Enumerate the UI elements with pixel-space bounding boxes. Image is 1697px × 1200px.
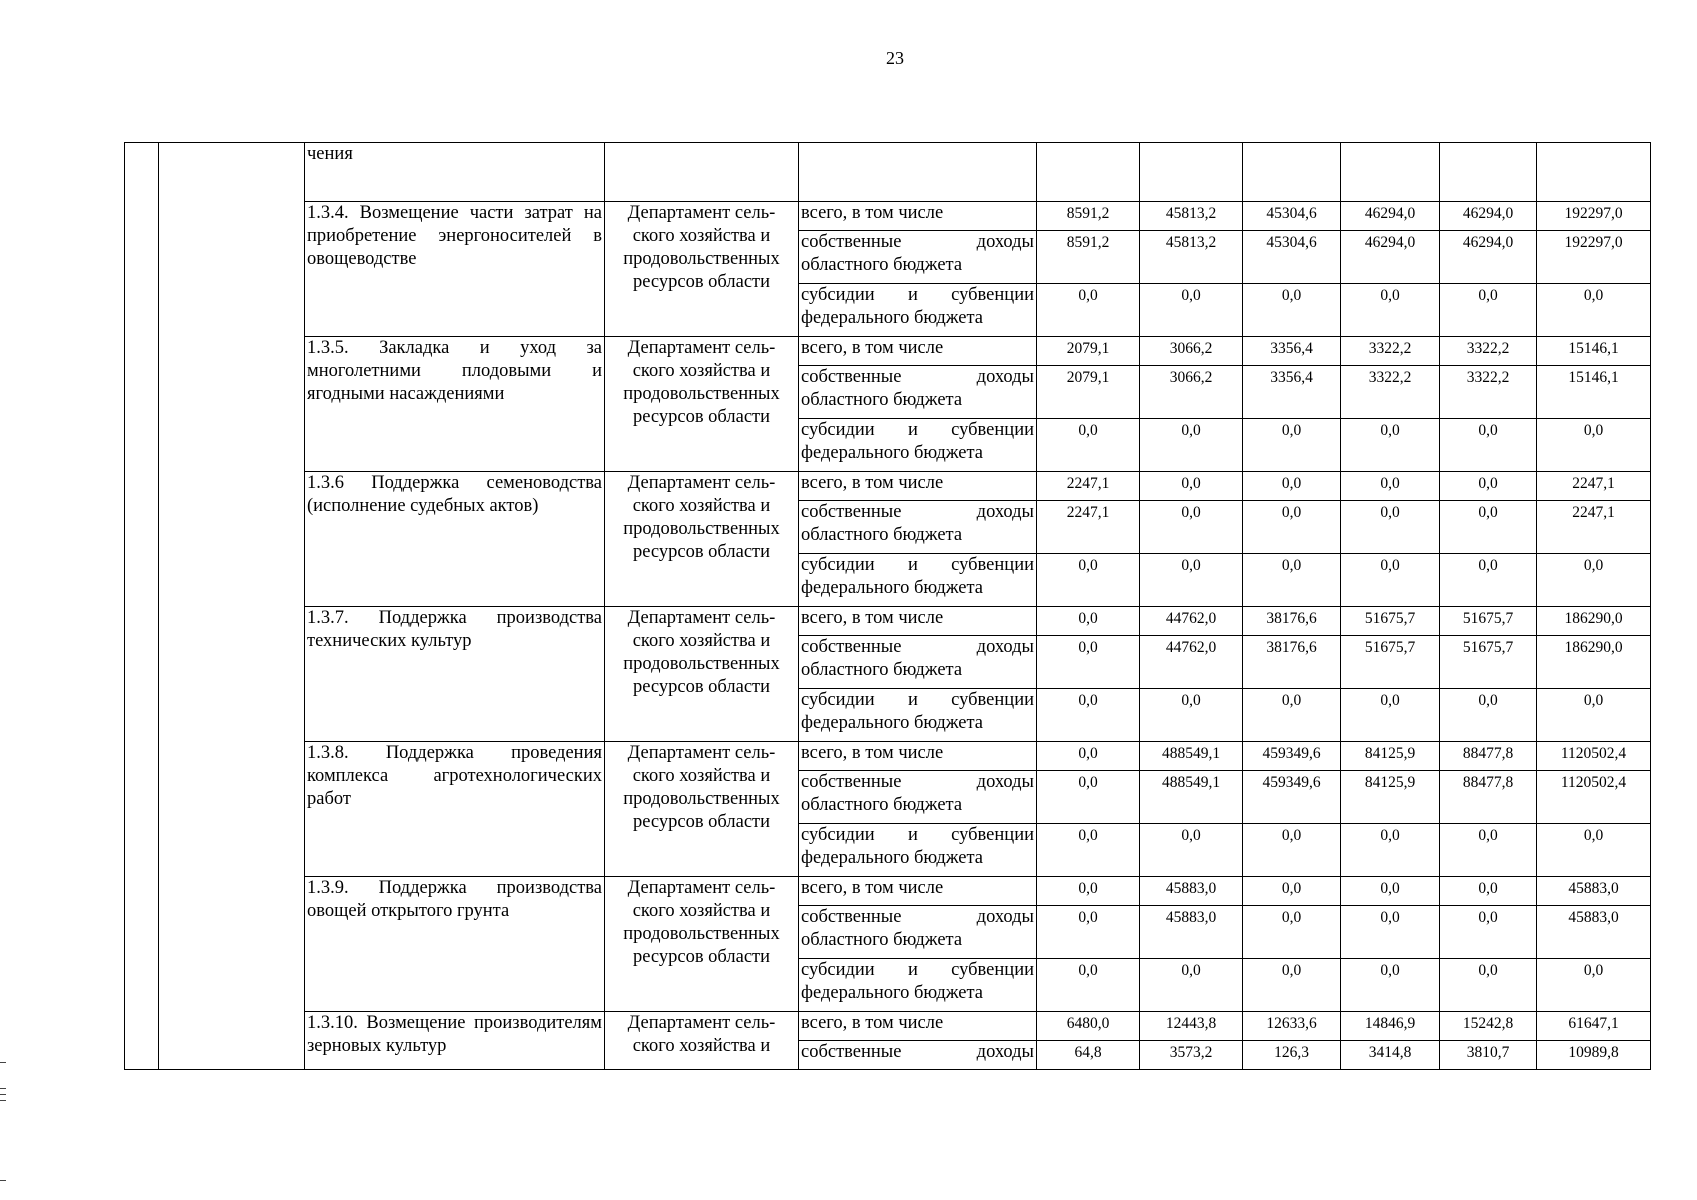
value-cell: 38176,6 — [1243, 607, 1341, 636]
funding-source-line: собственные доходы — [801, 367, 1034, 387]
funding-source-line: областного бюджета — [801, 660, 963, 680]
value-cell: 0,0 — [1037, 824, 1140, 877]
value-cell: 6480,0 — [1037, 1012, 1140, 1041]
executor-line: Департамент сель- — [627, 743, 776, 763]
executor-line: ресурсов области — [632, 407, 771, 427]
value-cell: 14846,9 — [1341, 1012, 1440, 1041]
funding-source-line: федерального бюджета — [801, 308, 984, 328]
value-cell: 15146,1 — [1537, 337, 1651, 366]
value-cell: 0,0 — [1140, 501, 1243, 554]
measure-cell: 1.3.5. Закладка и уход за многолетними плодовыми и ягодными насаждениями — [305, 337, 605, 472]
value-cell: 0,0 — [1341, 284, 1440, 337]
value-cell: 0,0 — [1243, 877, 1341, 906]
executor-cell — [605, 472, 799, 607]
value-cell: 0,0 — [1440, 906, 1537, 959]
value-cell: 0,0 — [1537, 959, 1651, 1012]
executor-cell — [605, 1012, 799, 1070]
funding-source-line: собственные доходы — [801, 907, 1034, 927]
value-cell: 3356,4 — [1243, 337, 1341, 366]
executor-cell — [605, 337, 799, 472]
funding-source-total — [799, 877, 1037, 906]
value-cell: 0,0 — [1537, 689, 1651, 742]
value-cell: 0,0 — [1037, 906, 1140, 959]
funding-source-own — [799, 501, 1037, 554]
value-cell: 0,0 — [1140, 959, 1243, 1012]
executor-line: ского хозяйства и — [632, 361, 771, 381]
executor-line: Департамент сель- — [627, 878, 776, 898]
value-cell: 0,0 — [1243, 906, 1341, 959]
value-cell: 2079,1 — [1037, 366, 1140, 419]
value-cell: 0,0 — [1037, 636, 1140, 689]
scan-edge-mark — [0, 1180, 6, 1181]
executor-cell — [605, 143, 799, 202]
executor-line: продовольственных — [623, 654, 780, 674]
value-cell: 2079,1 — [1037, 337, 1140, 366]
value-cell: 0,0 — [1243, 472, 1341, 501]
value-cell: 3414,8 — [1341, 1041, 1440, 1070]
value-cell: 0,0 — [1037, 419, 1140, 472]
value-cell: 0,0 — [1341, 959, 1440, 1012]
value-cell: 0,0 — [1537, 554, 1651, 607]
value-cell: 0,0 — [1243, 689, 1341, 742]
value-cell — [1037, 143, 1140, 202]
value-cell: 45813,2 — [1140, 231, 1243, 284]
funding-source-line: собственные доходы — [801, 502, 1034, 522]
value-cell: 0,0 — [1037, 771, 1140, 824]
value-cell: 0,0 — [1537, 419, 1651, 472]
value-cell: 8591,2 — [1037, 202, 1140, 231]
executor-line: ресурсов области — [632, 677, 771, 697]
value-cell: 15242,8 — [1440, 1012, 1537, 1041]
funding-source-line: федерального бюджета — [801, 713, 984, 733]
value-cell: 0,0 — [1140, 554, 1243, 607]
value-cell: 12443,8 — [1140, 1012, 1243, 1041]
funding-source-line: собственные доходы — [801, 772, 1034, 792]
executor-line: ского хозяйства и — [632, 226, 771, 246]
measure-cell: 1.3.8. Поддержка проведения комплекса агротехнологических работ — [305, 742, 605, 877]
value-cell: 45304,6 — [1243, 231, 1341, 284]
funding-source-own — [799, 366, 1037, 419]
funding-source-line: всего, в том числе — [801, 473, 944, 493]
funding-source-fed — [799, 419, 1037, 472]
value-cell — [1140, 143, 1243, 202]
value-cell: 64,8 — [1037, 1041, 1140, 1070]
executor-cell — [605, 202, 799, 337]
funding-source-total — [799, 607, 1037, 636]
measure-cell: 1.3.4. Возмещение части затрат на приобретение энергоносителей в овощеводстве — [305, 202, 605, 337]
value-cell: 15146,1 — [1537, 366, 1651, 419]
measure-cell: 1.3.6 Поддержка семеноводства (исполнение судебных актов) — [305, 472, 605, 607]
funding-source-fed — [799, 284, 1037, 337]
funding-source-own — [799, 231, 1037, 284]
value-cell: 84125,9 — [1341, 771, 1440, 824]
value-cell: 0,0 — [1537, 824, 1651, 877]
measure-cell: 1.3.10. Возмещение производителям зерновых культур — [305, 1012, 605, 1070]
executor-line: ского хозяйства и — [632, 631, 771, 651]
value-cell: 0,0 — [1243, 554, 1341, 607]
value-cell: 2247,1 — [1037, 501, 1140, 554]
value-cell: 0,0 — [1037, 877, 1140, 906]
value-cell: 3322,2 — [1440, 337, 1537, 366]
executor-line: Департамент сель- — [627, 608, 776, 628]
value-cell: 2247,1 — [1537, 501, 1651, 554]
funding-source-fed — [799, 959, 1037, 1012]
value-cell: 61647,1 — [1537, 1012, 1651, 1041]
value-cell: 0,0 — [1440, 877, 1537, 906]
funding-source-total — [799, 1012, 1037, 1041]
executor-line: ресурсов области — [632, 812, 771, 832]
value-cell: 0,0 — [1243, 501, 1341, 554]
funding-source-fed — [799, 554, 1037, 607]
table-row — [125, 143, 1651, 202]
value-cell: 0,0 — [1037, 607, 1140, 636]
funding-source-line: собственные доходы — [801, 232, 1034, 252]
value-cell: 192297,0 — [1537, 202, 1651, 231]
executor-line: Департамент сель- — [627, 338, 776, 358]
value-cell: 8591,2 — [1037, 231, 1140, 284]
value-cell: 0,0 — [1037, 284, 1140, 337]
funding-source-total — [799, 742, 1037, 771]
value-cell: 0,0 — [1037, 689, 1140, 742]
value-cell: 0,0 — [1243, 284, 1341, 337]
value-cell: 38176,6 — [1243, 636, 1341, 689]
executor-line: продовольственных — [623, 789, 780, 809]
funding-source-fed — [799, 824, 1037, 877]
funding-source-line: областного бюджета — [801, 255, 963, 275]
table-row — [125, 472, 1651, 501]
value-cell: 46294,0 — [1440, 231, 1537, 284]
funding-source-line: областного бюджета — [801, 930, 963, 950]
value-cell: 186290,0 — [1537, 636, 1651, 689]
value-cell: 126,3 — [1243, 1041, 1341, 1070]
executor-line: продовольственных — [623, 249, 780, 269]
value-cell: 45813,2 — [1140, 202, 1243, 231]
executor-line: ского хозяйства и — [632, 1036, 771, 1056]
executor-cell — [605, 607, 799, 742]
value-cell: 0,0 — [1243, 824, 1341, 877]
value-cell: 45883,0 — [1537, 906, 1651, 959]
scan-edge-mark — [0, 1094, 6, 1095]
funding-source-total — [799, 472, 1037, 501]
table-row — [125, 202, 1651, 231]
funding-source-line: субсидии и субвенции — [801, 285, 1034, 305]
funding-source-own: собственные доходы — [799, 1041, 1037, 1070]
value-cell: 0,0 — [1140, 284, 1243, 337]
executor-line: продовольственных — [623, 384, 780, 404]
funding-source-line: субсидии и субвенции — [801, 960, 1034, 980]
value-cell: 3066,2 — [1140, 337, 1243, 366]
funding-source-own — [799, 636, 1037, 689]
value-cell: 0,0 — [1341, 824, 1440, 877]
value-cell: 3322,2 — [1341, 337, 1440, 366]
table-row — [125, 742, 1651, 771]
funding-source-line: областного бюджета — [801, 390, 963, 410]
value-cell: 0,0 — [1341, 554, 1440, 607]
executor-line: продовольственных — [623, 519, 780, 539]
measure-cell: 1.3.9. Поддержка производства овощей открытого грунта — [305, 877, 605, 1012]
value-cell: 0,0 — [1140, 824, 1243, 877]
funding-source-line: собственные доходы — [801, 637, 1034, 657]
budget-table — [124, 142, 1651, 1070]
value-cell: 0,0 — [1440, 959, 1537, 1012]
funding-source-total — [799, 202, 1037, 231]
value-cell: 3322,2 — [1341, 366, 1440, 419]
value-cell: 44762,0 — [1140, 607, 1243, 636]
value-cell: 12633,6 — [1243, 1012, 1341, 1041]
executor-line: Департамент сель- — [627, 473, 776, 493]
funding-source-fed — [799, 689, 1037, 742]
value-cell: 2247,1 — [1037, 472, 1140, 501]
page-number: 23 — [886, 48, 904, 68]
value-cell: 45883,0 — [1140, 906, 1243, 959]
funding-source-line: всего, в том числе — [801, 338, 944, 358]
executor-line: ского хозяйства и — [632, 496, 771, 516]
section-number-cell — [125, 143, 159, 1070]
scan-edge-mark — [0, 1100, 6, 1101]
measure-cell: чения — [305, 143, 605, 202]
value-cell: 488549,1 — [1140, 742, 1243, 771]
value-cell: 0,0 — [1341, 472, 1440, 501]
executor-line: продовольственных — [623, 924, 780, 944]
value-cell: 0,0 — [1537, 284, 1651, 337]
value-cell: 3810,7 — [1440, 1041, 1537, 1070]
funding-source-line: областного бюджета — [801, 525, 963, 545]
value-cell: 46294,0 — [1341, 231, 1440, 284]
value-cell: 0,0 — [1140, 472, 1243, 501]
value-cell: 0,0 — [1440, 689, 1537, 742]
value-cell: 51675,7 — [1440, 636, 1537, 689]
table-row — [125, 1012, 1651, 1041]
funding-source-line: областного бюджета — [801, 795, 963, 815]
value-cell: 0,0 — [1440, 284, 1537, 337]
value-cell: 0,0 — [1341, 689, 1440, 742]
value-cell: 46294,0 — [1440, 202, 1537, 231]
value-cell — [1341, 143, 1440, 202]
executor-line: ресурсов области — [632, 947, 771, 967]
funding-source-total — [799, 337, 1037, 366]
funding-source-line: всего, в том числе — [801, 1013, 944, 1033]
funding-source-own — [799, 906, 1037, 959]
source-cell — [799, 143, 1037, 202]
value-cell: 0,0 — [1440, 419, 1537, 472]
measure-cell: 1.3.7. Поддержка производства технических культур — [305, 607, 605, 742]
funding-source-own — [799, 771, 1037, 824]
scan-edge-mark — [0, 1088, 6, 1089]
value-cell: 84125,9 — [1341, 742, 1440, 771]
funding-source-line: субсидии и субвенции — [801, 555, 1034, 575]
value-cell: 1120502,4 — [1537, 742, 1651, 771]
executor-line: ресурсов области — [632, 542, 771, 562]
value-cell: 459349,6 — [1243, 771, 1341, 824]
value-cell: 0,0 — [1440, 501, 1537, 554]
value-cell: 0,0 — [1341, 501, 1440, 554]
value-cell: 0,0 — [1037, 554, 1140, 607]
table-row — [125, 877, 1651, 906]
value-cell: 0,0 — [1243, 959, 1341, 1012]
value-cell: 3356,4 — [1243, 366, 1341, 419]
executor-line: ресурсов области — [632, 272, 771, 292]
value-cell — [1537, 143, 1651, 202]
funding-source-line: федерального бюджета — [801, 578, 984, 598]
value-cell: 0,0 — [1440, 472, 1537, 501]
value-cell: 44762,0 — [1140, 636, 1243, 689]
value-cell: 1120502,4 — [1537, 771, 1651, 824]
value-cell: 46294,0 — [1341, 202, 1440, 231]
value-cell: 51675,7 — [1341, 607, 1440, 636]
value-cell — [1243, 143, 1341, 202]
value-cell: 3573,2 — [1140, 1041, 1243, 1070]
funding-source-line: субсидии и субвенции — [801, 420, 1034, 440]
value-cell: 0,0 — [1037, 959, 1140, 1012]
executor-line: ского хозяйства и — [632, 901, 771, 921]
funding-source-line: федерального бюджета — [801, 848, 984, 868]
executor-cell — [605, 742, 799, 877]
value-cell: 0,0 — [1440, 824, 1537, 877]
funding-source-line: субсидии и субвенции — [801, 690, 1034, 710]
value-cell: 3322,2 — [1440, 366, 1537, 419]
executor-line: Департамент сель- — [627, 203, 776, 223]
funding-source-line: федерального бюджета — [801, 983, 984, 1003]
value-cell: 10989,8 — [1537, 1041, 1651, 1070]
section-name-cell — [159, 143, 305, 1070]
executor-line: Департамент сель- — [627, 1013, 776, 1033]
value-cell: 0,0 — [1140, 689, 1243, 742]
funding-source-line: всего, в том числе — [801, 203, 944, 223]
executor-cell — [605, 877, 799, 1012]
value-cell: 45883,0 — [1140, 877, 1243, 906]
value-cell: 0,0 — [1037, 742, 1140, 771]
value-cell: 88477,8 — [1440, 771, 1537, 824]
value-cell: 88477,8 — [1440, 742, 1537, 771]
funding-source-line: всего, в том числе — [801, 743, 944, 763]
value-cell: 459349,6 — [1243, 742, 1341, 771]
funding-source-line: всего, в том числе — [801, 608, 944, 628]
value-cell: 45304,6 — [1243, 202, 1341, 231]
value-cell: 51675,7 — [1440, 607, 1537, 636]
funding-source-line: субсидии и субвенции — [801, 825, 1034, 845]
executor-line: ского хозяйства и — [632, 766, 771, 786]
value-cell: 0,0 — [1440, 554, 1537, 607]
value-cell: 51675,7 — [1341, 636, 1440, 689]
value-cell: 0,0 — [1341, 906, 1440, 959]
value-cell: 2247,1 — [1537, 472, 1651, 501]
value-cell: 0,0 — [1341, 419, 1440, 472]
value-cell: 186290,0 — [1537, 607, 1651, 636]
value-cell: 0,0 — [1341, 877, 1440, 906]
value-cell: 488549,1 — [1140, 771, 1243, 824]
value-cell: 3066,2 — [1140, 366, 1243, 419]
table-row — [125, 337, 1651, 366]
funding-source-line: всего, в том числе — [801, 878, 944, 898]
table-row — [125, 607, 1651, 636]
value-cell: 0,0 — [1140, 419, 1243, 472]
funding-source-line: федерального бюджета — [801, 443, 984, 463]
value-cell — [1440, 143, 1537, 202]
value-cell: 0,0 — [1243, 419, 1341, 472]
value-cell: 192297,0 — [1537, 231, 1651, 284]
scan-edge-mark — [0, 1062, 6, 1063]
value-cell: 45883,0 — [1537, 877, 1651, 906]
